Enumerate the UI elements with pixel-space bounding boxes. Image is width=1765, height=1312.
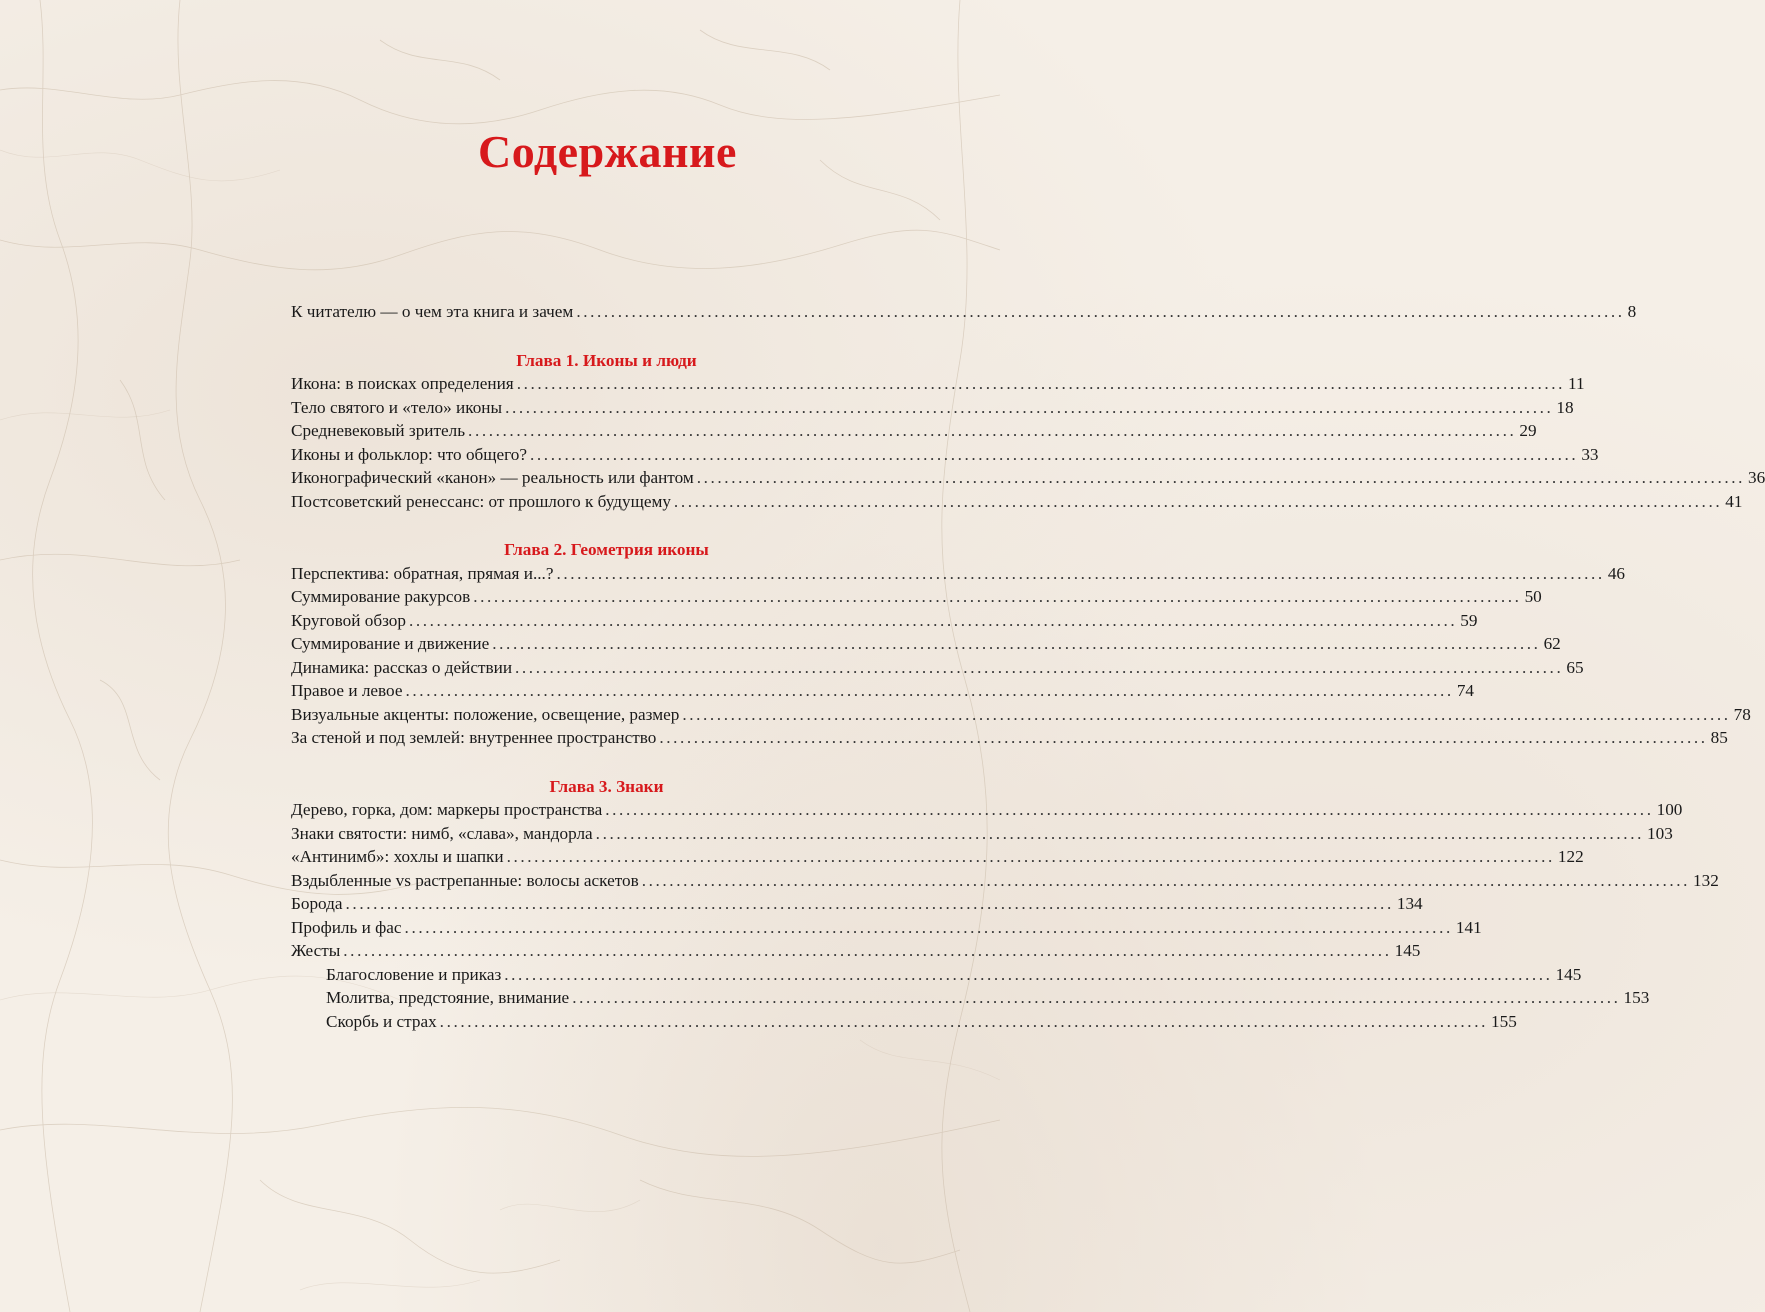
toc-entry-page: 33 bbox=[1581, 444, 1599, 464]
toc-entry[interactable] bbox=[291, 679, 1475, 703]
toc-entry[interactable] bbox=[291, 466, 1765, 490]
leader-dots: ........................................................................................................................................................ bbox=[504, 964, 1553, 984]
toc-entry-page: 145 bbox=[1394, 941, 1421, 960]
leader-dots: ........................................................................................................................................................ bbox=[530, 444, 1579, 464]
toc-entry[interactable] bbox=[291, 963, 1582, 987]
toc-entry-label: Благословение и приказ bbox=[326, 964, 502, 984]
toc-entry-page: 29 bbox=[1519, 421, 1537, 440]
toc-entry-page: 8 bbox=[1627, 302, 1637, 321]
toc-entry-label: Суммирование ракурсов bbox=[291, 587, 471, 606]
toc-entry-label: Иконографический «канон» — реальность или фантом bbox=[291, 468, 694, 487]
leader-dots: ........................................................................................................................................................ bbox=[492, 634, 1541, 653]
toc-entry-page: 11 bbox=[1568, 374, 1585, 393]
toc-entry-label: Постсоветский ренессанс: от прошлого к будущему bbox=[291, 491, 671, 511]
toc-entry-page: 145 bbox=[1555, 964, 1582, 984]
toc-entry[interactable] bbox=[291, 443, 1599, 467]
toc-entry-label: Вздыбленные vs растрепанные: волосы аскетов bbox=[291, 870, 639, 890]
toc-entry-page: 46 bbox=[1607, 563, 1625, 583]
toc-entry-page: 78 bbox=[1733, 704, 1751, 724]
toc-entry[interactable] bbox=[291, 396, 1574, 420]
leader-dots: ........................................................................................................................................................ bbox=[659, 728, 1708, 747]
toc-entry-page: 155 bbox=[1491, 1011, 1517, 1031]
leader-dots: ........................................................................................................................................................ bbox=[556, 563, 1605, 583]
toc-entry-label: За стеной и под землей: внутреннее пространство bbox=[291, 728, 657, 747]
toc-entry[interactable] bbox=[291, 986, 1650, 1010]
toc-entry-label: Жесты bbox=[291, 941, 341, 960]
toc-entry-label: Динамика: рассказ о действии bbox=[291, 657, 513, 677]
leader-dots: ........................................................................................................................................................ bbox=[468, 421, 1517, 440]
toc-entry-label: Тело святого и «тело» иконы bbox=[291, 397, 503, 417]
toc-entry-label: Профиль и фас bbox=[291, 917, 402, 937]
toc-entry[interactable] bbox=[291, 726, 1728, 750]
leader-dots: ........................................................................................................................................................ bbox=[516, 374, 1566, 393]
toc-entry-label: Круговой обзор bbox=[291, 610, 406, 630]
toc-entry-label: Правое и левое bbox=[291, 681, 403, 700]
toc-entry[interactable] bbox=[291, 609, 1478, 633]
table-of-contents bbox=[291, 300, 1765, 1033]
toc-entry[interactable] bbox=[291, 892, 1423, 916]
toc-entry-page: 153 bbox=[1623, 988, 1650, 1007]
page-title: Содержание bbox=[478, 126, 737, 177]
leader-dots: ........................................................................................................................................................ bbox=[572, 988, 1621, 1007]
toc-entry[interactable] bbox=[291, 822, 1673, 846]
toc-entry-page: 65 bbox=[1566, 657, 1584, 677]
toc-entry[interactable] bbox=[291, 798, 1683, 822]
leader-dots: ........................................................................................................................................................ bbox=[641, 870, 1691, 890]
chapter-heading: Глава 2. Геометрия иконы bbox=[504, 540, 709, 559]
toc-entry[interactable] bbox=[291, 916, 1482, 940]
toc-entry-label: Средневековый зритель bbox=[291, 421, 466, 440]
leader-dots: ........................................................................................................................................................ bbox=[404, 917, 1453, 937]
toc-entry-page: 85 bbox=[1710, 728, 1728, 747]
leader-dots: ........................................................................................................................................................ bbox=[605, 800, 1654, 819]
leader-dots: ........................................................................................................................................................ bbox=[696, 468, 1746, 487]
toc-entry[interactable] bbox=[291, 939, 1421, 963]
leader-dots: ........................................................................................................................................................ bbox=[595, 823, 1644, 843]
toc-entry-page: 122 bbox=[1557, 847, 1584, 866]
toc-entry-label: Перспектива: обратная, прямая и...? bbox=[291, 563, 554, 583]
toc-entry-page: 36 bbox=[1748, 468, 1765, 487]
toc-entry[interactable] bbox=[291, 585, 1542, 609]
leader-dots: ........................................................................................................................................................ bbox=[408, 610, 1458, 630]
chapters bbox=[291, 349, 1765, 1034]
toc-entry-page: 74 bbox=[1456, 681, 1475, 700]
toc-entry[interactable] bbox=[291, 1010, 1517, 1034]
toc-entry-page: 103 bbox=[1647, 823, 1673, 843]
toc-entry-page: 18 bbox=[1556, 397, 1574, 417]
toc-entry-label: Икона: в поисках определения bbox=[291, 374, 514, 393]
toc-entry-label: Борода bbox=[291, 894, 343, 913]
toc-entry[interactable] bbox=[291, 632, 1561, 656]
toc-entry[interactable] bbox=[291, 703, 1751, 727]
leader-dots: ........................................................................................................................................................ bbox=[682, 704, 1731, 724]
toc-entry[interactable] bbox=[291, 490, 1743, 514]
leader-dots: ........................................................................................................................................................ bbox=[439, 1011, 1488, 1031]
leader-dots: ........................................................................................................................................................ bbox=[405, 681, 1454, 700]
toc-entry[interactable] bbox=[291, 419, 1537, 443]
toc-entry-label: Молитва, предстояние, внимание bbox=[326, 988, 570, 1007]
leader-dots: ........................................................................................................................................................ bbox=[576, 302, 1625, 321]
toc-entry-page: 62 bbox=[1543, 634, 1561, 653]
toc-entry-label: «Антинимб»: хохлы и шапки bbox=[291, 847, 504, 866]
toc-entry-page: 59 bbox=[1460, 610, 1478, 630]
toc-entry-page: 50 bbox=[1524, 587, 1542, 606]
chapter-heading: Глава 1. Иконы и люди bbox=[516, 350, 697, 370]
toc-entry-page: 100 bbox=[1656, 800, 1683, 819]
toc-entry-label: Иконы и фольклор: что общего? bbox=[291, 444, 527, 464]
leader-dots: ........................................................................................................................................................ bbox=[515, 657, 1564, 677]
toc-entry-page: 41 bbox=[1725, 491, 1743, 511]
leader-dots: ........................................................................................................................................................ bbox=[345, 894, 1394, 913]
toc-entry[interactable] bbox=[291, 372, 1585, 396]
chapter-heading: Глава 3. Знаки bbox=[549, 776, 664, 796]
leader-dots: ........................................................................................................................................................ bbox=[506, 847, 1555, 866]
toc-entry-label: Знаки святости: нимб, «слава», мандорла bbox=[291, 823, 593, 843]
toc-entry-label: Дерево, горка, дом: маркеры пространства bbox=[291, 800, 603, 819]
toc-entry-label: Скорбь и страх bbox=[326, 1011, 437, 1031]
toc-entry-intro[interactable] bbox=[291, 300, 1637, 324]
leader-dots: ........................................................................................................................................................ bbox=[343, 941, 1392, 960]
leader-dots: ........................................................................................................................................................ bbox=[473, 587, 1522, 606]
toc-entry[interactable] bbox=[291, 845, 1584, 869]
leader-dots: ........................................................................................................................................................ bbox=[673, 491, 1723, 511]
toc-entry[interactable] bbox=[291, 562, 1625, 586]
toc-entry-label: Суммирование и движение bbox=[291, 634, 490, 653]
toc-entry-page: 134 bbox=[1396, 894, 1423, 913]
toc-entry-page: 141 bbox=[1455, 917, 1482, 937]
toc-entry-label: К читателю — о чем эта книга и зачем bbox=[291, 302, 574, 321]
toc-entry[interactable] bbox=[291, 869, 1719, 893]
leader-dots: ........................................................................................................................................................ bbox=[505, 397, 1554, 417]
toc-entry-label: Визуальные акценты: положение, освещение, размер bbox=[291, 704, 680, 724]
toc-entry-page: 132 bbox=[1693, 870, 1719, 890]
toc-entry[interactable] bbox=[291, 656, 1584, 680]
